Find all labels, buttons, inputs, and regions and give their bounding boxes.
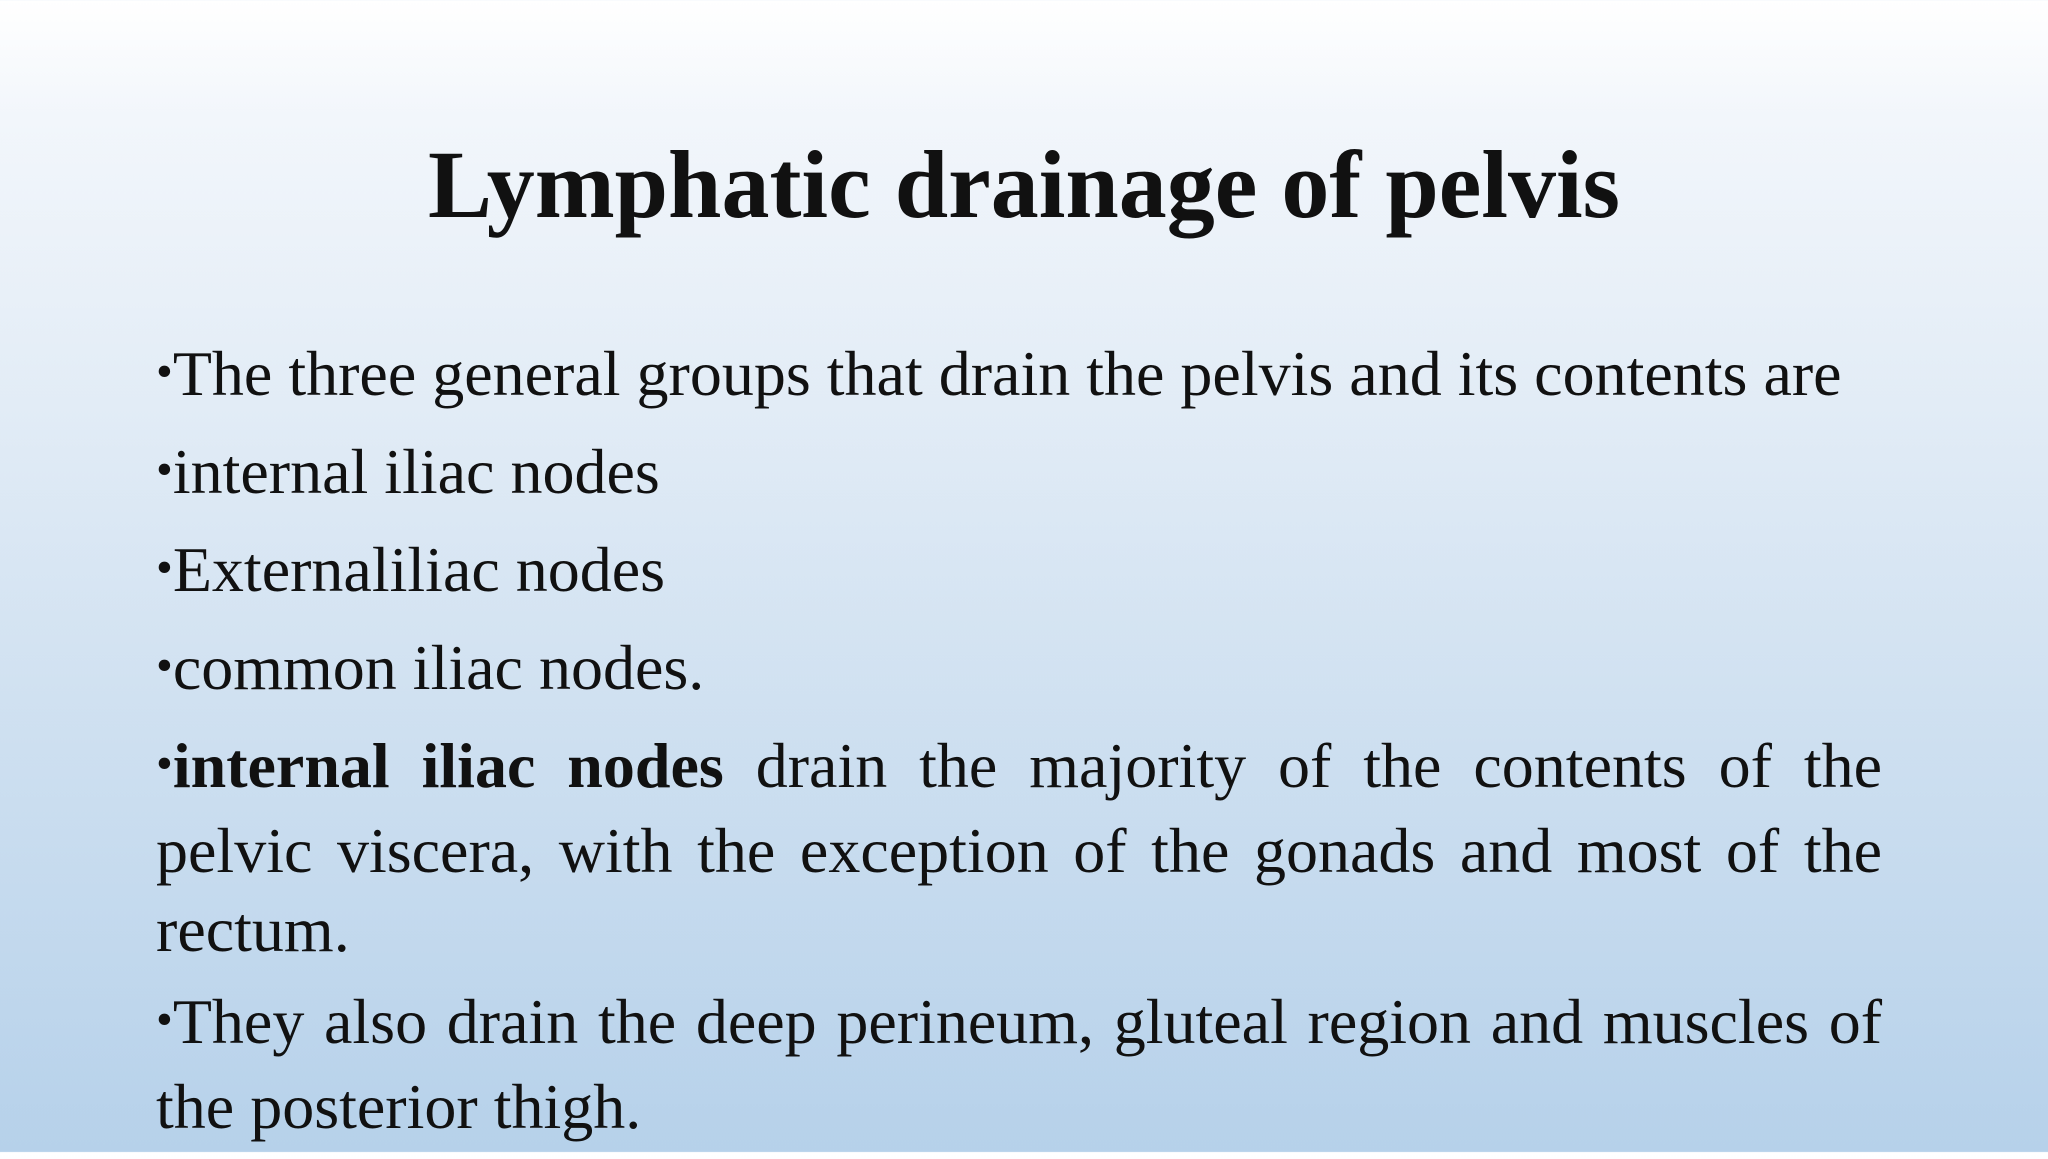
bullet-icon: • (156, 639, 173, 692)
bullet-bold-lead: internal iliac nodes (172, 730, 724, 801)
bullet-text: Externaliliac nodes (172, 534, 666, 605)
bullet-text: internal iliac nodes (172, 436, 660, 507)
bullet-text: The three general groups that drain the pelvis and its contents are (172, 338, 1842, 409)
bullet-item (156, 334, 1882, 419)
bullet-item (156, 530, 1882, 615)
bullet-text: common iliac nodes. (172, 632, 705, 703)
slide-title: Lymphatic drainage of pelvis (427, 131, 1621, 238)
bullet-icon: • (156, 541, 173, 594)
bullet-list (156, 334, 1882, 1159)
bullet-item (156, 982, 1882, 1146)
bullet-text: drain the majority of the contents of the pelvic viscera, with the exception of the gonads and most of the rectum. (156, 730, 1883, 965)
bullet-item (156, 726, 1882, 969)
bullet-icon: • (156, 345, 173, 398)
bullet-item (156, 628, 1882, 713)
bullet-text: They also drain the deep perineum, gluteal region and muscles of the posterior thigh. (156, 986, 1882, 1142)
bullet-icon: • (156, 737, 173, 790)
bullet-item (156, 432, 1882, 517)
bullet-icon: • (156, 443, 173, 496)
bullet-icon: • (156, 993, 173, 1046)
